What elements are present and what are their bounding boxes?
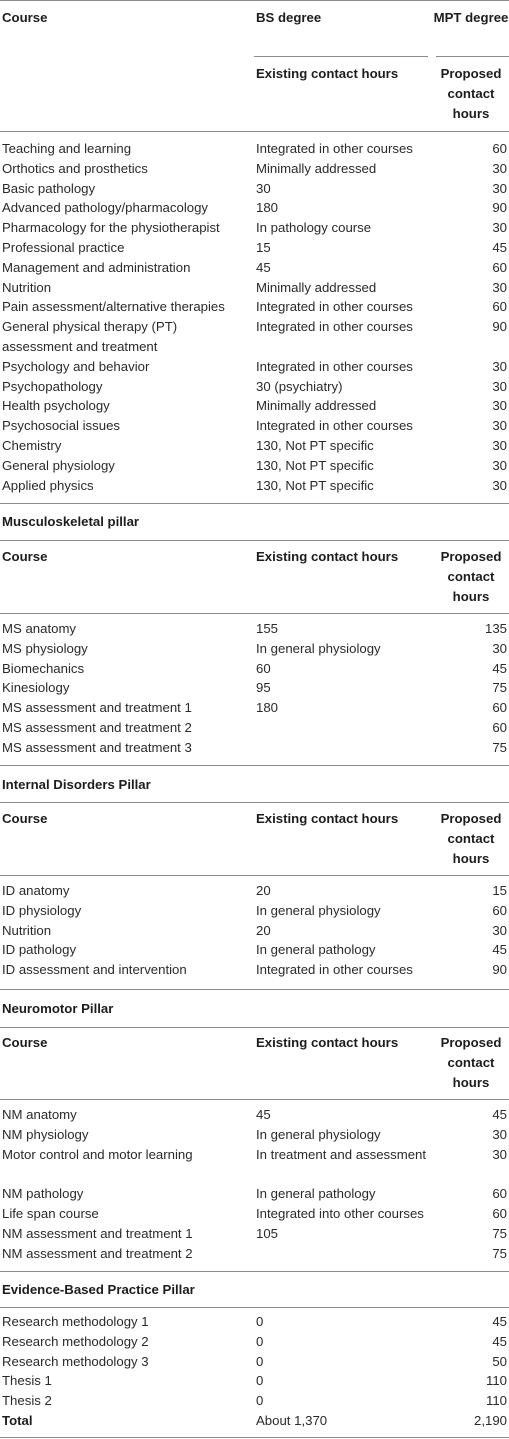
- course-cell: Advanced pathology/pharmacology: [2, 200, 209, 216]
- proposed-hours-cell: 50: [492, 1353, 507, 1369]
- existing-hours-cell: Minimally addressed: [256, 279, 377, 295]
- course-cell: Basic pathology: [2, 180, 96, 196]
- course-cell: Applied physics: [2, 477, 94, 493]
- course-cell: ID physiology: [2, 902, 82, 918]
- nm-header-existing: Existing contact hours: [256, 1035, 399, 1050]
- ebp-pillar-title: Evidence-Based Practice Pillar: [2, 1282, 195, 1297]
- proposed-hours-cell: 30: [492, 418, 507, 434]
- existing-hours-cell: 60: [256, 660, 271, 676]
- course-cell: Biomechanics: [2, 660, 85, 676]
- existing-hours-cell: In general physiology: [256, 640, 381, 656]
- nm-header-proposed: Proposed contact hours: [440, 1035, 502, 1090]
- nm-header-rule: [0, 1099, 509, 1100]
- nm-top-rule: [0, 989, 509, 990]
- proposed-hours-cell: 60: [492, 299, 507, 315]
- ms-header-rule: [0, 613, 509, 614]
- course-cell: Life span course: [2, 1206, 99, 1221]
- total-label: Total: [2, 1413, 33, 1428]
- nm-title-rule: [0, 1027, 509, 1028]
- proposed-hours-cell: 60: [492, 1186, 507, 1202]
- proposed-hours-cell: 30: [492, 279, 507, 295]
- proposed-hours-cell: 30: [492, 220, 507, 236]
- proposed-hours-cell: 30: [492, 477, 507, 493]
- proposed-hours-cell: 60: [492, 1206, 507, 1221]
- existing-hours-cell: 0: [256, 1393, 264, 1409]
- course-cell: Chemistry: [2, 438, 62, 453]
- course-cell: Motor control and motor learning: [2, 1146, 193, 1162]
- nm-pillar-title: Neuromotor Pillar: [2, 1001, 114, 1016]
- existing-hours-cell: 105: [256, 1225, 279, 1241]
- proposed-hours-cell: 75: [492, 1245, 507, 1261]
- id-title-rule: [0, 802, 509, 803]
- proposed-hours-cell: 30: [492, 438, 507, 453]
- course-cell: Nutrition: [2, 279, 52, 295]
- ms-title-rule: [0, 540, 509, 541]
- proposed-hours-cell: 30: [492, 640, 507, 656]
- existing-hours-cell: Minimally addressed: [256, 398, 377, 414]
- proposed-hours-cell: 30: [492, 1126, 507, 1142]
- course-cell: Research methodology 1: [2, 1314, 149, 1329]
- course-cell: NM anatomy: [2, 1107, 77, 1122]
- header-bs-underline: [254, 56, 428, 57]
- header-mpt-degree: MPT degree: [433, 10, 509, 25]
- proposed-hours-cell: 30: [492, 922, 507, 938]
- header-bs-degree: BS degree: [256, 10, 322, 25]
- proposed-hours-cell: 30: [492, 457, 507, 473]
- existing-hours-cell: 180: [256, 700, 279, 716]
- course-cell: NM assessment and treatment 2: [2, 1245, 193, 1261]
- proposed-hours-cell: 30: [492, 378, 507, 394]
- existing-hours-cell: 15: [256, 240, 271, 255]
- existing-hours-cell: 45: [256, 1107, 271, 1122]
- course-cell: General physical therapy (PT) assessment and treatment: [2, 319, 178, 354]
- existing-hours-cell: Integrated in other courses: [256, 299, 413, 315]
- ms-header-existing: Existing contact hours: [256, 549, 399, 564]
- header-bottom-rule: [0, 131, 509, 132]
- proposed-hours-cell: 45: [492, 240, 507, 255]
- proposed-hours-cell: 30: [492, 1146, 507, 1162]
- table-bottom-rule: [0, 1437, 509, 1438]
- header-mpt-underline: [436, 56, 509, 57]
- existing-hours-cell: 20: [256, 883, 271, 898]
- course-cell: MS anatomy: [2, 621, 77, 636]
- course-cell: Kinesiology: [2, 680, 70, 696]
- existing-hours-cell: In treatment and assessment: [256, 1146, 427, 1162]
- course-cell: Research methodology 2: [2, 1333, 149, 1349]
- table-top-rule: [0, 0, 509, 1]
- course-cell: MS assessment and treatment 3: [2, 739, 192, 755]
- course-cell: Psychosocial issues: [2, 418, 121, 434]
- proposed-hours-cell: 90: [492, 962, 507, 978]
- course-cell: Research methodology 3: [2, 1353, 149, 1369]
- existing-hours-cell: 30: [256, 180, 271, 196]
- id-top-rule: [0, 765, 509, 766]
- course-cell: MS physiology: [2, 640, 88, 656]
- id-pillar-title: Internal Disorders Pillar: [2, 777, 151, 792]
- course-cell: ID anatomy: [2, 883, 70, 898]
- existing-hours-cell: 0: [256, 1373, 264, 1389]
- existing-hours-cell: Integrated into other courses: [256, 1206, 424, 1221]
- course-cell: MS assessment and treatment 1: [2, 700, 192, 716]
- course-cell: Health psychology: [2, 398, 110, 414]
- course-cell: Thesis 2: [2, 1393, 52, 1409]
- existing-hours-cell: 130, Not PT specific: [256, 438, 374, 453]
- course-cell: Pain assessment/alternative therapies: [2, 299, 225, 315]
- proposed-hours-cell: 45: [492, 660, 507, 676]
- existing-hours-cell: 130, Not PT specific: [256, 457, 374, 473]
- proposed-hours-cell: 60: [492, 902, 507, 918]
- course-cell: Management and administration: [2, 259, 191, 275]
- ebp-top-rule: [0, 1271, 509, 1272]
- existing-hours-cell: Integrated in other courses: [256, 962, 413, 978]
- header-existing-hours: Existing contact hours: [256, 66, 399, 81]
- nm-header-course: Course: [2, 1035, 48, 1050]
- header-course: Course: [2, 10, 48, 25]
- course-cell: NM physiology: [2, 1126, 89, 1142]
- course-cell: Psychopathology: [2, 378, 103, 394]
- course-cell: NM pathology: [2, 1186, 84, 1202]
- course-cell: Psychology and behavior: [2, 358, 150, 374]
- course-cell: Thesis 1: [2, 1373, 52, 1389]
- proposed-hours-cell: 90: [492, 319, 507, 335]
- existing-hours-cell: In general physiology: [256, 1126, 381, 1142]
- existing-hours-cell: In general pathology: [256, 942, 376, 958]
- proposed-hours-cell: 60: [492, 700, 507, 716]
- proposed-hours-cell: 60: [492, 259, 507, 275]
- proposed-hours-cell: 45: [492, 1107, 507, 1122]
- existing-hours-cell: 155: [256, 621, 279, 636]
- existing-hours-cell: 95: [256, 680, 271, 696]
- proposed-hours-cell: 75: [492, 739, 507, 755]
- id-header-existing: Existing contact hours: [256, 811, 399, 826]
- existing-hours-cell: 0: [256, 1333, 264, 1349]
- course-cell: ID assessment and intervention: [2, 962, 187, 978]
- id-header-rule: [0, 875, 509, 876]
- existing-hours-cell: 130, Not PT specific: [256, 477, 374, 493]
- course-cell: Teaching and learning: [2, 141, 132, 156]
- id-header-course: Course: [2, 811, 48, 826]
- proposed-hours-cell: 75: [492, 680, 507, 696]
- ebp-title-rule: [0, 1307, 509, 1308]
- total-proposed: 2,190: [473, 1413, 507, 1428]
- course-cell: NM assessment and treatment 1: [2, 1225, 193, 1241]
- course-cell: Pharmacology for the physiotherapist: [2, 220, 220, 236]
- existing-hours-cell: In pathology course: [256, 220, 372, 236]
- course-cell: ID pathology: [2, 942, 77, 958]
- existing-hours-cell: Integrated in other courses: [256, 141, 413, 156]
- proposed-hours-cell: 15: [492, 883, 507, 898]
- proposed-hours-cell: 110: [485, 1393, 507, 1409]
- proposed-hours-cell: 60: [492, 141, 507, 156]
- proposed-hours-cell: 75: [492, 1225, 507, 1241]
- total-existing: About 1,370: [256, 1413, 328, 1428]
- ms-pillar-title: Musculoskeletal pillar: [2, 514, 140, 529]
- proposed-hours-cell: 45: [492, 1314, 507, 1329]
- ms-header-proposed: Proposed contact hours: [440, 549, 502, 604]
- proposed-hours-cell: 90: [492, 200, 507, 216]
- existing-hours-cell: 45: [256, 259, 271, 275]
- existing-hours-cell: 20: [256, 922, 271, 938]
- existing-hours-cell: 0: [256, 1314, 264, 1329]
- existing-hours-cell: Integrated in other courses: [256, 319, 413, 335]
- header-proposed-hours: Proposed contact hours: [440, 66, 502, 121]
- proposed-hours-cell: 45: [492, 1333, 507, 1349]
- existing-hours-cell: 0: [256, 1353, 264, 1369]
- ms-top-rule: [0, 503, 509, 504]
- existing-hours-cell: Integrated in other courses: [256, 358, 413, 374]
- proposed-hours-cell: 45: [492, 942, 507, 958]
- proposed-hours-cell: 30: [492, 398, 507, 414]
- existing-hours-cell: Integrated in other courses: [256, 418, 413, 434]
- existing-hours-cell: Minimally addressed: [256, 160, 377, 176]
- course-cell: Professional practice: [2, 240, 125, 255]
- proposed-hours-cell: 135: [484, 621, 507, 636]
- ms-header-course: Course: [2, 549, 48, 564]
- id-header-proposed: Proposed contact hours: [440, 811, 502, 866]
- proposed-hours-cell: 110: [485, 1373, 507, 1389]
- course-cell: Orthotics and prosthetics: [2, 160, 148, 176]
- existing-hours-cell: 180: [256, 200, 279, 216]
- proposed-hours-cell: 30: [492, 358, 507, 374]
- course-cell: Nutrition: [2, 922, 52, 938]
- proposed-hours-cell: 60: [492, 720, 507, 735]
- existing-hours-cell: 30 (psychiatry): [256, 378, 343, 394]
- existing-hours-cell: In general pathology: [256, 1186, 376, 1202]
- course-cell: General physiology: [2, 457, 115, 473]
- existing-hours-cell: In general physiology: [256, 902, 381, 918]
- course-cell: MS assessment and treatment 2: [2, 720, 192, 735]
- proposed-hours-cell: 30: [492, 160, 507, 176]
- proposed-hours-cell: 30: [492, 180, 507, 196]
